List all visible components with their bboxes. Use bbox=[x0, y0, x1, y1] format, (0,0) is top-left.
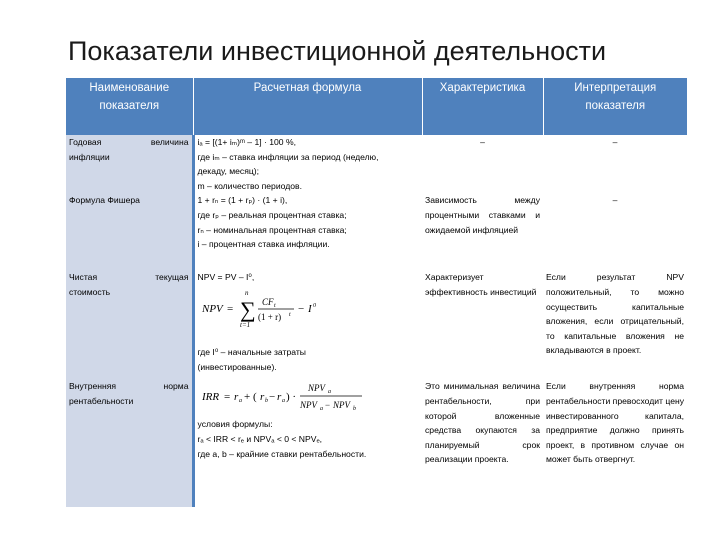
table-header-row bbox=[66, 78, 687, 135]
svg-text:a: a bbox=[319, 406, 323, 413]
table-row bbox=[66, 379, 687, 507]
svg-text:a: a bbox=[281, 398, 285, 405]
svg-text:t: t bbox=[288, 311, 291, 318]
svg-text:b: b bbox=[352, 406, 356, 413]
header-name: Наименование показателя bbox=[66, 78, 193, 135]
row-characteristic-npv: Характеризует эффективность инвестиций bbox=[422, 270, 543, 379]
row-interpretation-inflation: – bbox=[543, 135, 687, 193]
npv-formula-image bbox=[200, 287, 330, 331]
header-interpretation: Интерпретация показателя bbox=[543, 78, 687, 135]
svg-text:0: 0 bbox=[312, 302, 316, 309]
indicators-table bbox=[66, 78, 687, 507]
svg-text:) ·: ) · bbox=[285, 391, 296, 404]
header-characteristic: Характеристика bbox=[422, 78, 543, 135]
row-name-npv: Чистая текущая стоимость bbox=[66, 270, 193, 379]
svg-text:n: n bbox=[244, 288, 248, 297]
row-characteristic-inflation: – bbox=[422, 135, 543, 193]
svg-text:−: − bbox=[268, 391, 275, 404]
row-name-inflation: Годовая величина инфляции bbox=[66, 135, 193, 193]
page-title: Показатели инвестиционной деятельности bbox=[68, 36, 607, 66]
row-formula-fisher: 1 + rₙ = (1 + rₚ) · (1 + i), где rₚ – реальная процентная ставка; rₙ – номинальная процентная ставка; i – процентная ставка инфляции. bbox=[193, 193, 422, 270]
row-interpretation-irr: Если внутренняя норма рентабельности превосходит цену инвестированного капитала, предприятие должно принять проект, в противном случае он может быть отвергнут. bbox=[543, 379, 687, 507]
row-characteristic-irr: Это минимальная величина рентабельности, при которой вложенные средства окупаются за планируемый срок реализации проекта. bbox=[422, 379, 543, 507]
svg-text:a: a bbox=[238, 398, 242, 405]
svg-text:a: a bbox=[327, 389, 331, 396]
svg-text:r: r bbox=[276, 391, 281, 404]
row-characteristic-fisher: Зависимость между процентными ставками и ожидаемой инфляцией bbox=[422, 193, 543, 270]
header-formula: Расчетная формула bbox=[193, 78, 422, 135]
row-name-irr: Внутренняя норма рентабельности bbox=[66, 379, 193, 507]
svg-text:t: t bbox=[273, 302, 276, 309]
svg-text:=: = bbox=[223, 391, 230, 404]
svg-text:=: = bbox=[226, 302, 233, 315]
row-formula-inflation: iₐ = [(1+ iₘ)ᵐ – 1] · 100 %, где iₘ – ставка инфляции за период (неделю, декаду, месяц); m – количество периодов. bbox=[193, 135, 422, 193]
svg-text:r: r bbox=[259, 391, 264, 404]
svg-text:b: b bbox=[264, 398, 268, 405]
svg-text:(1 + r): (1 + r) bbox=[257, 311, 281, 322]
table-row bbox=[66, 193, 687, 270]
table-row bbox=[66, 135, 687, 193]
row-interpretation-fisher: – bbox=[543, 193, 687, 270]
table-row bbox=[66, 270, 687, 379]
svg-text:+ (: + ( bbox=[243, 391, 257, 404]
row-name-fisher: Формула Фишера bbox=[66, 193, 193, 270]
svg-text:r: r bbox=[233, 391, 238, 404]
svg-text:CF: CF bbox=[261, 296, 274, 307]
svg-text:NPV: NPV bbox=[332, 400, 350, 411]
svg-text:NPV: NPV bbox=[201, 302, 223, 315]
svg-text:−: − bbox=[324, 400, 330, 411]
irr-formula-image bbox=[200, 381, 370, 415]
row-interpretation-npv: Если результат NPV положительный, то можно осуществить капитальные вложения, если отрицательный, то капитальные вложения не вкладываются в проект. bbox=[543, 270, 687, 379]
row-formula-irr: IRR = r a + ( r b − r a ) · NPV a NPV a − NPV b условия формулы: rₐ < IRR < rₑ и NPVₐ < 0 < NPVₑ, где a, b – крайние ставки рентабельности. bbox=[193, 379, 422, 507]
svg-text:∑: ∑ bbox=[239, 296, 256, 322]
svg-text:t=1: t=1 bbox=[239, 320, 250, 329]
svg-text:I: I bbox=[307, 302, 312, 315]
svg-text:NPV: NPV bbox=[299, 400, 317, 411]
svg-text:IRR: IRR bbox=[201, 391, 219, 404]
svg-text:NPV: NPV bbox=[307, 383, 325, 394]
svg-text:−: − bbox=[297, 302, 304, 315]
row-formula-npv: NPV = PV – I⁰, NPV = ∑ n t=1 CF t (1 + r) t − I 0 где I⁰ – начальные затраты (инвестированные). bbox=[193, 270, 422, 379]
